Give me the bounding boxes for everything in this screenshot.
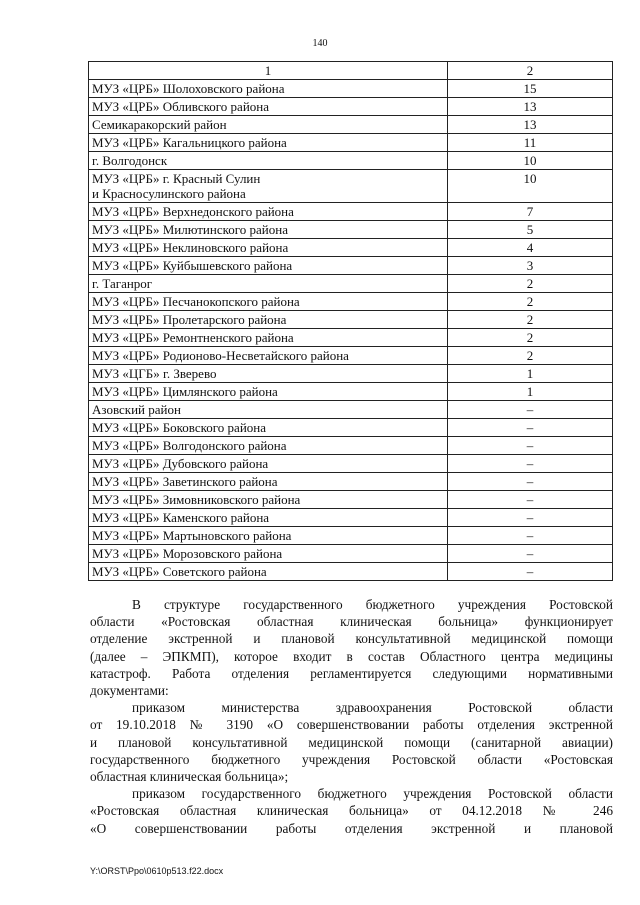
district-name: МУЗ «ЦРБ» Куйбышевского района [92,258,293,273]
table-row [89,203,613,221]
table-row [89,527,613,545]
district-name-cell [89,563,448,581]
count-cell: 10 [448,170,613,203]
district-name-cell [89,170,448,203]
table-row [89,473,613,491]
count-cell: 5 [448,221,613,239]
district-name: МУЗ «ЦРБ» Боковского района [92,420,267,435]
district-name-cell [89,152,448,170]
count-cell: 13 [448,98,613,116]
table-row [89,80,613,98]
district-name-cell [89,116,448,134]
count-cell: – [448,401,613,419]
district-name: МУЗ «ЦРБ» Каменского района [92,510,270,525]
text-line: государственного бюджетного учреждения Ростовской области «Ростовская [90,751,613,767]
count-cell: – [448,473,613,491]
district-name: МУЗ «ЦРБ» Морозовского района [92,546,283,561]
count-cell: 13 [448,116,613,134]
district-name-cell [89,383,448,401]
district-name: МУЗ «ЦРБ» Неклиновского района [92,240,289,255]
district-name-cell [89,311,448,329]
count-cell: 1 [448,365,613,383]
count-cell: 2 [448,311,613,329]
count-cell: – [448,563,613,581]
count-cell: – [448,455,613,473]
table-row [89,152,613,170]
table-row [89,329,613,347]
district-name: МУЗ «ЦРБ» Кагальницкого района [92,135,287,150]
text-line: катастроф. Работа отделения регламентируется следующими нормативными [90,665,613,681]
district-name-cell [89,401,448,419]
count-cell: – [448,527,613,545]
district-name: МУЗ «ЦРБ» Дубовского района [92,456,269,471]
table-header-row [89,62,613,80]
district-name: МУЗ «ЦРБ» Волгодонского района [92,438,287,453]
text-line: областная клиническая больница»; [90,769,289,785]
table-row [89,257,613,275]
district-name-cell [89,98,448,116]
district-name: МУЗ «ЦРБ» Милютинского района [92,222,288,237]
text-line: «Ростовская областная клиническая больница» от 04.12.2018 № 246 [90,803,613,819]
body-text [90,596,613,837]
district-name-cell [89,221,448,239]
district-name: МУЗ «ЦРБ» Обливского района [92,99,270,114]
district-name-cell [89,455,448,473]
table-row [89,275,613,293]
count-cell: 2 [448,293,613,311]
district-name-cell [89,437,448,455]
count-cell: 7 [448,203,613,221]
table-row [89,509,613,527]
district-name: Азовский район [92,402,181,417]
count-cell: – [448,509,613,527]
count-cell: 15 [448,80,613,98]
count-cell: 2 [448,275,613,293]
count-cell: 2 [448,347,613,365]
district-name-cell [89,275,448,293]
table-header-cell: 2 [448,62,613,80]
district-name: МУЗ «ЦРБ» Советского района [92,564,267,579]
table-row [89,437,613,455]
district-name-cell [89,509,448,527]
count-cell: – [448,437,613,455]
count-cell: 2 [448,329,613,347]
table-row [89,239,613,257]
count-cell: 10 [448,152,613,170]
district-name: МУЗ «ЦРБ» Зимовниковского района [92,492,301,507]
text-line: «О совершенствовании работы отделения экстренной и плановой [90,820,613,836]
table-row [89,98,613,116]
table-row [89,455,613,473]
table-row [89,170,613,203]
district-name-cell [89,527,448,545]
district-name: МУЗ «ЦРБ» Цимлянского района [92,384,278,399]
district-name: МУЗ «ЦРБ» Шолоховского района [92,81,285,96]
district-name-cell [89,419,448,437]
paragraph-structure [90,596,613,699]
district-name-cell [89,473,448,491]
table-row [89,401,613,419]
district-name: МУЗ «ЦРБ» Родионово-Несветайского района [92,348,349,363]
count-cell: – [448,545,613,563]
district-name-cell [89,239,448,257]
text-line: и плановой консультативной медицинской помощи (санитарной авиации) [90,734,613,750]
count-cell: 3 [448,257,613,275]
text-line: В структуре государственного бюджетного учреждения Ростовской [132,597,613,612]
count-cell: – [448,419,613,437]
district-name: МУЗ «ЦРБ» Песчанокопского района [92,294,300,309]
district-name-cell [89,257,448,275]
district-name: МУЗ «ЦРБ» г. Красный Сулин [92,171,261,186]
district-name-cell [89,347,448,365]
page-number: 140 [312,38,328,49]
footer-file-path: Y:\ORST\Ppo\0610p513.f22.docx [90,866,224,876]
text-line: (далее – ЭПКМП), которое входит в состав Областного центра медицины [90,648,613,664]
paragraph-order-hospital [90,785,613,837]
table-header-cell: 1 [89,62,448,80]
count-cell: 4 [448,239,613,257]
district-name-cell [89,365,448,383]
district-name-cell [89,293,448,311]
text-line: от 19.10.2018 № 3190 «О совершенствовании работы отделения экстренной [90,717,613,733]
district-name-cell [89,329,448,347]
table-row [89,293,613,311]
district-name: МУЗ «ЦГБ» г. Зверево [92,366,217,381]
text-line: документами: [90,683,169,699]
text-line: отделение экстренной и плановой консультативной медицинской помощи [90,631,613,647]
district-name: МУЗ «ЦРБ» Пролетарского района [92,312,287,327]
district-name-cell [89,491,448,509]
district-name: МУЗ «ЦРБ» Заветинского района [92,474,278,489]
table-row [89,311,613,329]
count-cell: 11 [448,134,613,152]
districts-table [88,61,613,581]
table-row [89,563,613,581]
table-row [89,491,613,509]
district-name-cell [89,80,448,98]
table-row [89,383,613,401]
district-name: МУЗ «ЦРБ» Мартыновского района [92,528,292,543]
district-name-cell [89,545,448,563]
table-row [89,221,613,239]
table-row [89,134,613,152]
table-row [89,347,613,365]
table-row [89,545,613,563]
district-name: МУЗ «ЦРБ» Ремонтненского района [92,330,294,345]
district-name: г. Волгодонск [92,153,168,168]
table-row [89,365,613,383]
district-name-cell [89,134,448,152]
district-name-continuation: и Красносулинского района [92,186,246,201]
district-name: г. Таганрог [92,276,153,291]
paragraph-order-ministry [90,699,613,785]
district-name: Семикаракорский район [92,117,227,132]
text-line: приказом государственного бюджетного учреждения Ростовской области [132,786,613,802]
text-line: области «Ростовская областная клиническая больница» функционирует [90,614,613,630]
text-line: приказом министерства здравоохранения Ростовской области [132,700,613,716]
district-name: МУЗ «ЦРБ» Верхнедонского района [92,204,294,219]
district-name-cell [89,203,448,221]
table-row [89,419,613,437]
count-cell: 1 [448,383,613,401]
table-row [89,116,613,134]
count-cell: – [448,491,613,509]
